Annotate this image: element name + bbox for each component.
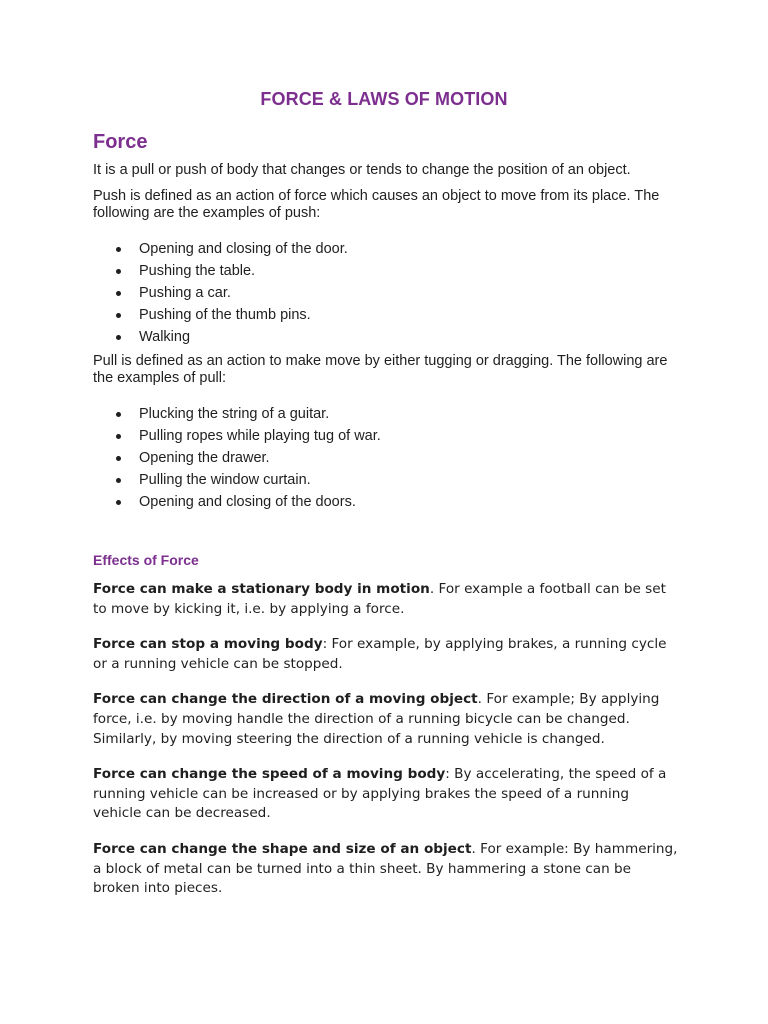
bullet-icon [116,500,121,505]
pull-examples-list [93,403,678,513]
effect-paragraph [93,840,678,899]
bullet-icon [116,412,121,417]
effect-paragraph [93,635,678,674]
list-item [93,425,678,447]
push-examples-list [93,238,678,348]
section-heading-force: Force [93,131,148,153]
effect-text: . For example a football can be set to move by kicking it, i.e. by applying a force. [93,581,666,617]
list-item [93,491,678,513]
bullet-icon [116,478,121,483]
list-item [93,238,678,260]
list-item [93,282,678,304]
effect-lead: Force can make a stationary body in motion [93,581,430,597]
bullet-icon [116,313,121,318]
effects-heading: Effects of Force [93,552,199,568]
effect-lead: Force can change the speed of a moving body [93,766,446,783]
bullet-icon [116,269,121,274]
list-item-text: Pushing of the thumb pins. [139,307,311,323]
document-body [93,130,678,915]
list-item-text: Pushing a car. [139,285,231,301]
effect-paragraph [93,580,678,619]
list-item-text: Walking [139,329,191,345]
list-item [93,447,678,469]
list-item-text: Opening the drawer. [139,450,270,466]
effect-paragraph [93,765,678,824]
bullet-icon [116,291,121,296]
effect-lead: Force can change the direction of a moving object [93,691,478,708]
document-title: FORCE & LAWS OF MOTION [260,89,508,109]
list-item-text: Opening and closing of the doors. [139,494,356,510]
pull-intro: Pull is defined as an action to make move by either tugging or dragging. The following are the examples of pull: [93,353,668,386]
bullet-icon [116,434,121,439]
list-item-text: Pushing the table. [139,263,256,279]
effect-text: : By accelerating, the speed of a running vehicle can be increased or by applying brakes the speed of a running vehicle can be decreased. [93,766,667,822]
effect-lead: Force can stop a moving body [93,636,323,653]
effect-text: : For example, by applying brakes, a running cycle or a running vehicle can be stopped. [93,636,667,672]
list-item-text: Plucking the string of a guitar. [139,406,330,422]
list-item [93,304,678,326]
bullet-icon [116,456,121,461]
bullet-icon [116,335,121,340]
list-item [93,403,678,425]
list-item [93,326,678,348]
effect-text: . For example; By applying force, i.e. by moving handle the direction of a running bicycle can be changed. Similarly, by moving steering the direction of a running vehicle is changed. [93,691,660,747]
list-item [93,469,678,491]
effect-paragraph [93,690,678,749]
list-item-text: Opening and closing of the door. [139,241,348,257]
bullet-icon [116,247,121,252]
list-item [93,260,678,282]
effect-text: . For example: By hammering, a block of metal can be turned into a thin sheet. By hammering a stone can be broken into pieces. [93,840,678,897]
list-item-text: Pulling the window curtain. [139,472,311,488]
effect-lead: Force can change the shape and size of an object [93,840,472,857]
force-definition: It is a pull or push of body that changes or tends to change the position of an object. [93,162,631,178]
list-item-text: Pulling ropes while playing tug of war. [139,428,381,444]
push-intro: Push is defined as an action of force which causes an object to move from its place. The following are the examples of push: [93,188,660,221]
